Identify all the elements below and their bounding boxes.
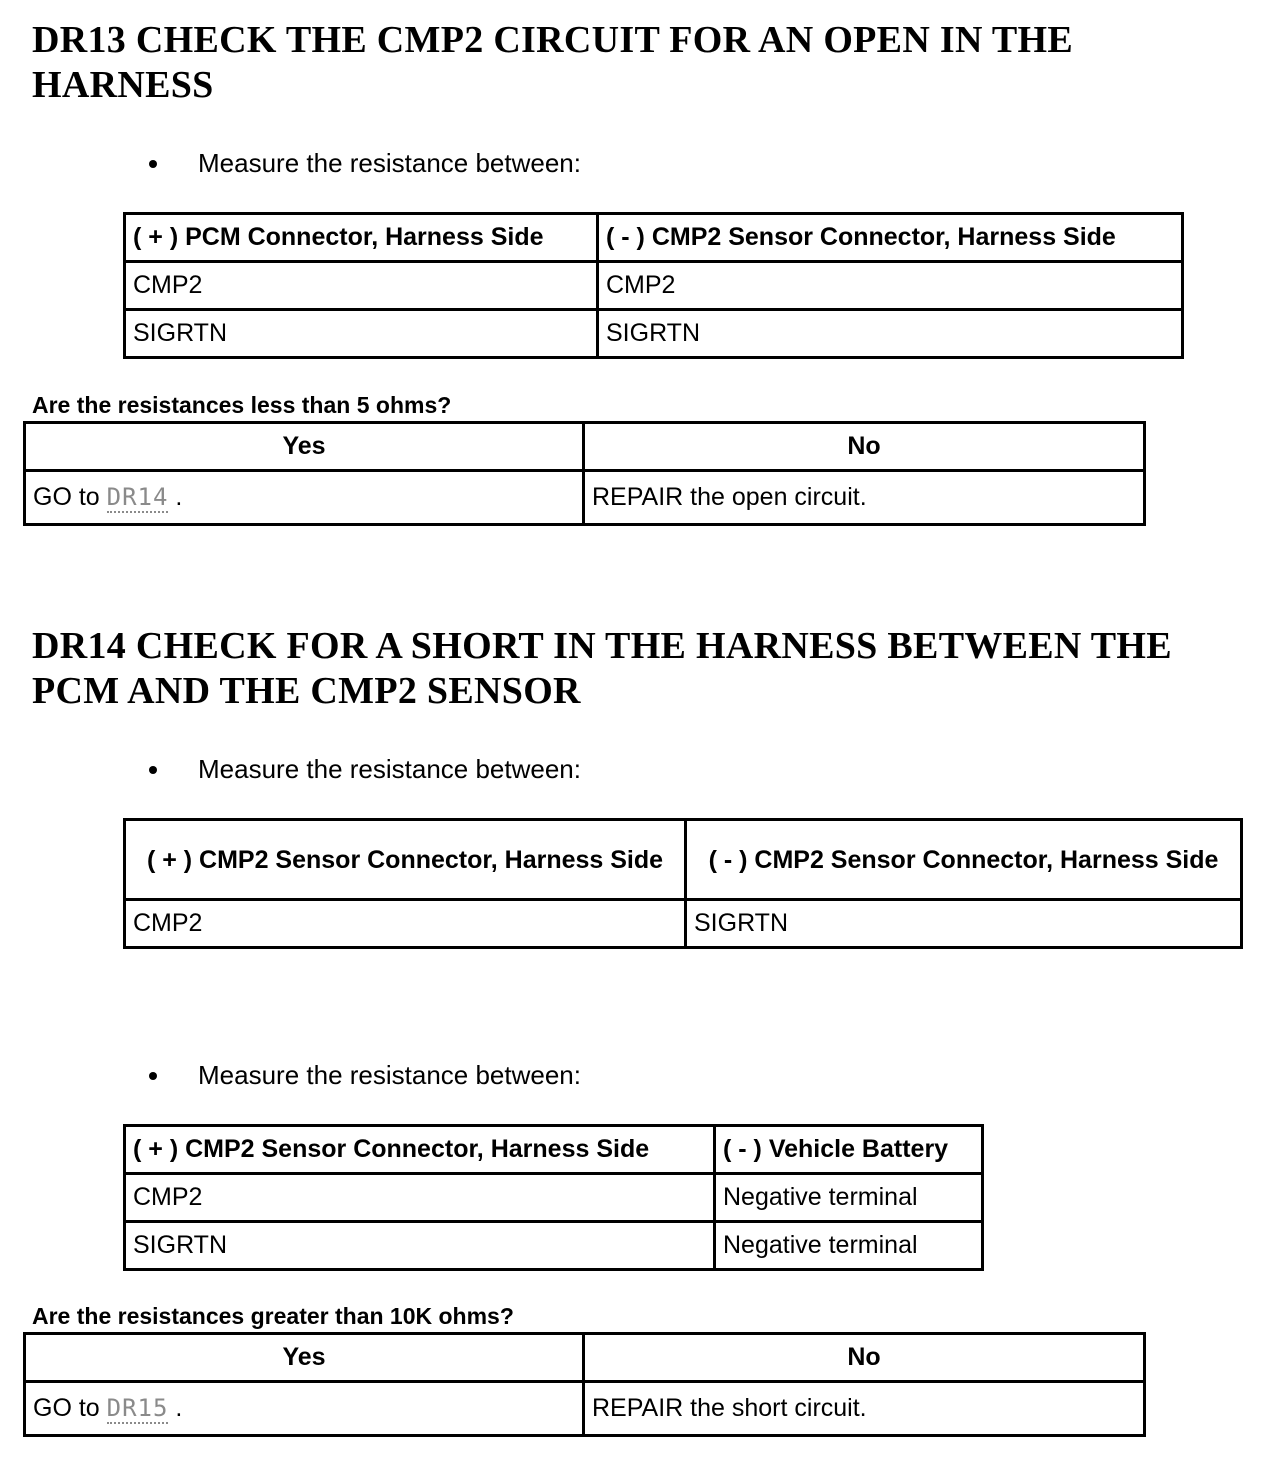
bullet-dot-icon xyxy=(149,1072,157,1080)
dr14-no-action: REPAIR the short circuit. xyxy=(584,1382,1145,1436)
dr14-table2-header-negative: ( - ) Vehicle Battery xyxy=(715,1126,983,1174)
dr13-no-header: No xyxy=(584,423,1145,471)
dr14-no-header: No xyxy=(584,1334,1145,1382)
dr14-heading-line2: PCM AND THE CMP2 SENSOR xyxy=(32,670,581,712)
table-row xyxy=(125,262,1183,310)
dr13-no-action: REPAIR the open circuit. xyxy=(584,471,1145,525)
table-cell: Negative terminal xyxy=(715,1222,983,1270)
dr13-yes-header: Yes xyxy=(25,423,584,471)
table-row xyxy=(25,471,1145,525)
dr14-link[interactable]: DR14 xyxy=(106,483,169,511)
dr14-question: Are the resistances greater than 10K ohms? xyxy=(32,1303,514,1329)
table-cell: SIGRTN xyxy=(125,310,598,358)
dr13-yes-action xyxy=(25,471,584,525)
dr13-measurement-table xyxy=(123,212,1184,359)
dr13-table-header-positive: ( + ) PCM Connector, Harness Side xyxy=(125,214,598,262)
dr14-heading-line1: DR14 CHECK FOR A SHORT IN THE HARNESS BETWEEN THE xyxy=(32,625,1172,667)
table-cell: CMP2 xyxy=(125,900,686,948)
dr13-yes-suffix: . xyxy=(175,483,183,511)
table-cell: SIGRTN xyxy=(598,310,1183,358)
dr14-yes-no-table xyxy=(23,1332,1146,1437)
table-cell: SIGRTN xyxy=(686,900,1242,948)
table-row xyxy=(125,900,1242,948)
table-row xyxy=(125,310,1183,358)
dr13-yes-no-table xyxy=(23,421,1146,526)
table-row xyxy=(25,1382,1145,1436)
dr14-heading xyxy=(32,624,1172,714)
table-cell: SIGRTN xyxy=(125,1222,715,1270)
table-row xyxy=(125,1222,983,1270)
dr15-link[interactable]: DR15 xyxy=(106,1394,169,1422)
dr14-yes-header: Yes xyxy=(25,1334,584,1382)
dr13-question: Are the resistances less than 5 ohms? xyxy=(32,392,452,418)
dr14-bullet-1-text: Measure the resistance between: xyxy=(198,754,581,784)
dr13-table-header-negative: ( - ) CMP2 Sensor Connector, Harness Side xyxy=(598,214,1183,262)
bullet-dot-icon xyxy=(149,766,157,774)
dr13-heading-line2: HARNESS xyxy=(32,64,214,106)
dr14-table1-header-positive: ( + ) CMP2 Sensor Connector, Harness Side xyxy=(125,820,686,900)
dr13-heading xyxy=(32,18,1073,108)
dr14-measurement-table-1 xyxy=(123,818,1243,949)
dr14-yes-suffix: . xyxy=(175,1394,183,1422)
dr13-heading-line1: DR13 CHECK THE CMP2 CIRCUIT FOR AN OPEN IN THE xyxy=(32,19,1073,61)
table-cell: Negative terminal xyxy=(715,1174,983,1222)
table-row xyxy=(125,1174,983,1222)
dr14-bullet-2-text: Measure the resistance between: xyxy=(198,1060,581,1090)
dr14-yes-prefix: GO to xyxy=(33,1394,100,1422)
table-cell: CMP2 xyxy=(598,262,1183,310)
dr13-yes-prefix: GO to xyxy=(33,483,100,511)
bullet-dot-icon xyxy=(149,160,157,168)
dr14-yes-action xyxy=(25,1382,584,1436)
dr13-bullet-text: Measure the resistance between: xyxy=(198,148,581,178)
dr14-measurement-table-2 xyxy=(123,1124,984,1271)
table-cell: CMP2 xyxy=(125,262,598,310)
table-cell: CMP2 xyxy=(125,1174,715,1222)
dr14-table1-header-negative: ( - ) CMP2 Sensor Connector, Harness Side xyxy=(686,820,1242,900)
dr14-table2-header-positive: ( + ) CMP2 Sensor Connector, Harness Side xyxy=(125,1126,715,1174)
